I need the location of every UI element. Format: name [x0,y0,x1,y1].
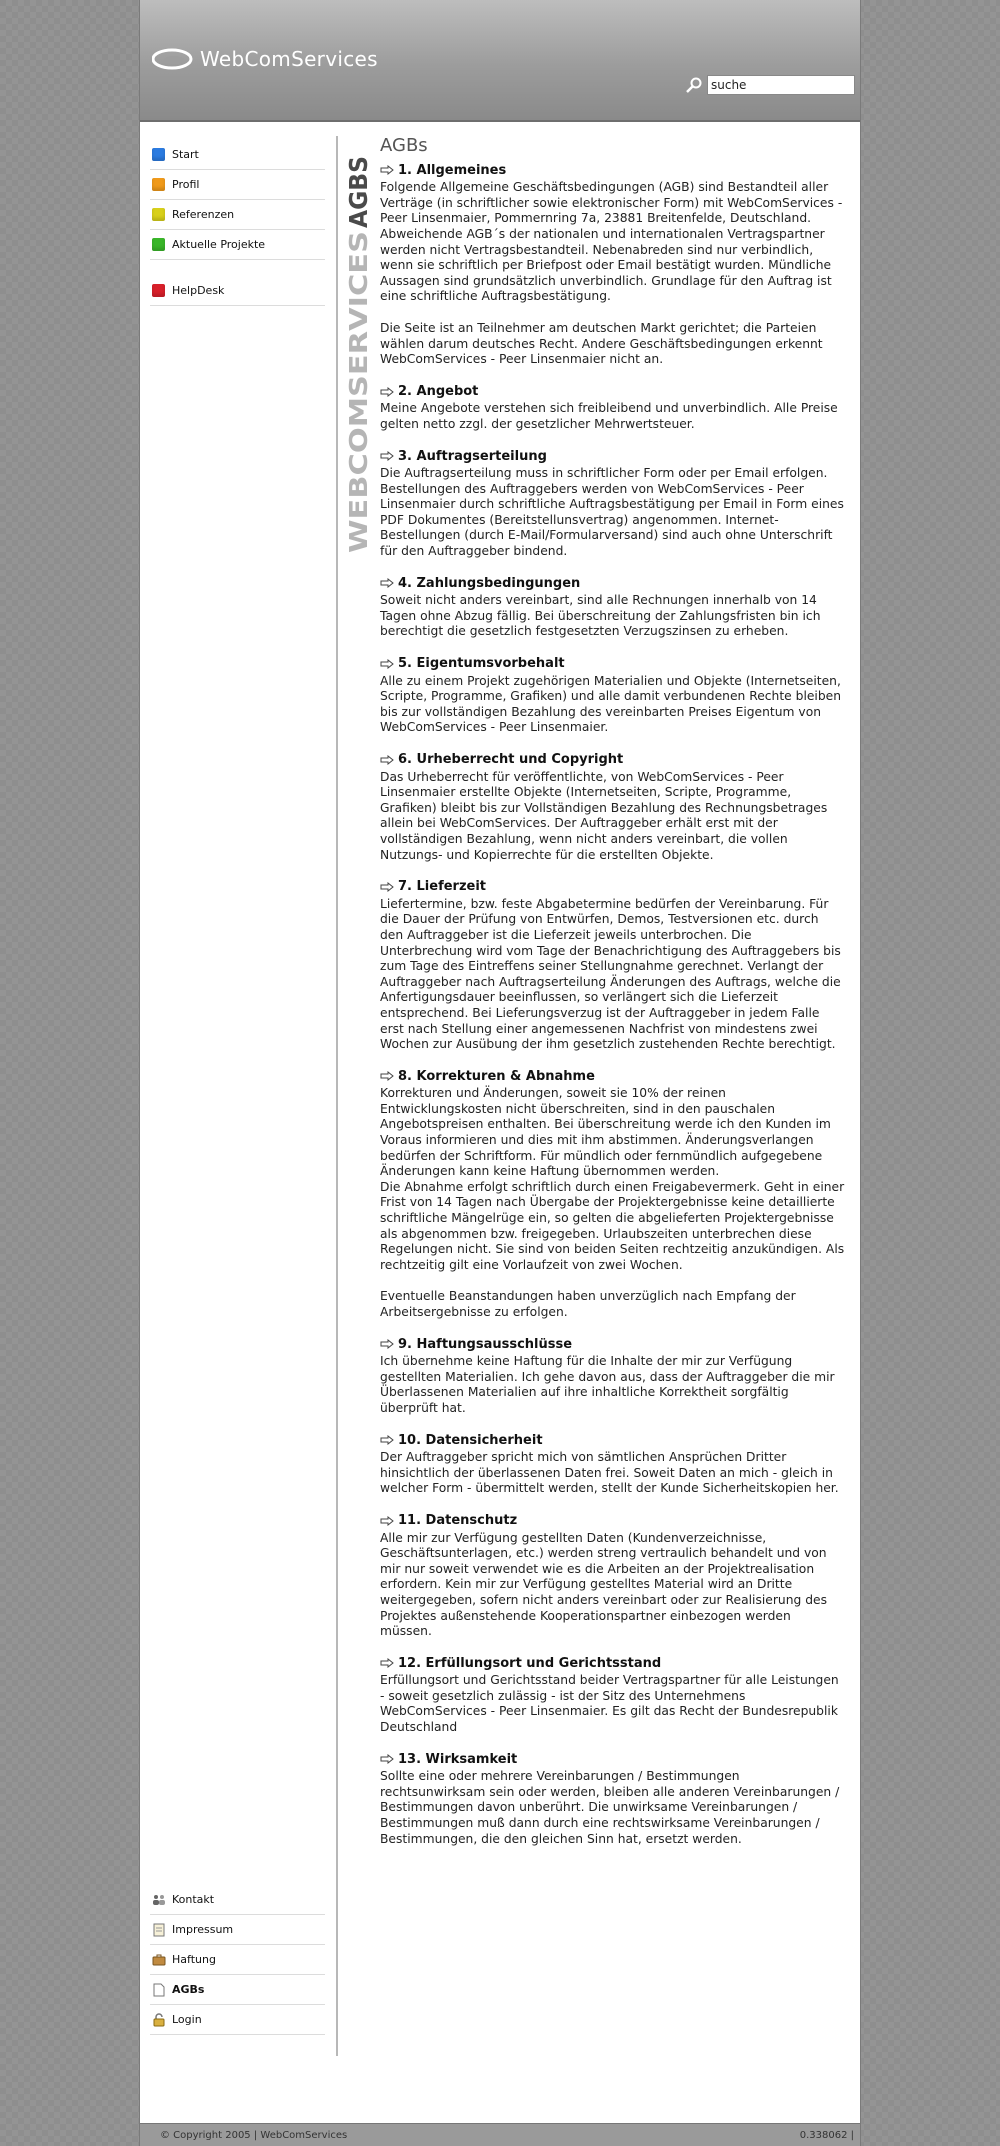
briefcase-icon [152,1953,166,1967]
sidebar-item-helpdesk[interactable] [150,276,325,306]
arrow-right-icon [380,387,394,397]
agb-section [380,384,845,433]
main-content [380,135,845,1863]
agb-section [380,449,845,560]
sidebar-item-referenzen[interactable] [150,200,325,230]
section-paragraph: Die Seite ist an Teilnehmer am deutschen Markt gerichtet; die Parteien wählen darum deutsches Recht. Andere Geschäftsbedingungen erkennt WebComServices - Peer Linsenmaier nicht an. [380,320,823,367]
lock-icon [152,2013,166,2027]
agb-section [380,879,845,1053]
vertical-label-page: AGBS [344,151,372,228]
sidebar-item-agbs[interactable] [150,1975,325,2005]
agb-section [380,1656,845,1736]
section-paragraph: Meine Angebote verstehen sich freibleibend und unverbindlich. Alle Preise gelten netto zzgl. der gesetzlicher Mehrwertsteuer. [380,401,838,431]
section-heading-text: 3. Auftragserteilung [398,448,547,464]
section-heading-text: 11. Datenschutz [398,1512,518,1528]
section-heading-text: 5. Eigentumsvorbehalt [398,656,565,672]
section-heading [380,1513,845,1529]
green-square-icon [152,238,165,251]
search-input[interactable] [707,75,855,95]
arrow-right-icon [380,165,394,175]
agb-section [380,1513,845,1640]
section-heading-text: 10. Datensicherheit [398,1432,543,1448]
section-heading-text: 6. Urheberrecht und Copyright [398,752,624,767]
section-heading [380,752,845,768]
blue-square-icon [152,148,165,161]
page-title: AGBs [380,135,428,156]
section-heading-text: 7. Lieferzeit [398,879,487,895]
arrow-right-icon [380,659,394,669]
footer [140,2123,860,2146]
arrow-right-icon [380,1339,394,1349]
section-paragraph: Soweit nicht anders vereinbart, sind alle Rechnungen innerhalb von 14 Tagen ohne Abzug fällig. Bei überschreitung der Zahlungsfristen bin ich berechtigt die gesetzlich festgesetzten Verzugszinsen zu erheben. [380,593,821,639]
sidebar-item-label: Start [172,148,199,161]
render-time: 0.338062 | [799,2129,854,2141]
section-heading [380,449,845,465]
sidebar-item-haftung[interactable] [150,1945,325,1975]
sidebar-item-label: AGBs [172,1983,205,1996]
yellow-square-icon [152,208,165,221]
section-heading [380,1337,845,1353]
section-heading-text: 2. Angebot [398,383,479,399]
section-paragraph: Das Urheberrecht für veröffentlichte, von WebComServices - Peer Linsenmaier erstellte Objekte (Internetseiten, Scripte, Programme, Grafiken) bleibt bis zur Vollständigen Bezahlung des Rechnungsbetrages allein bei WebComServices. Der Auftraggeber erhält erst mit der vollständigen Bezahlung, wenn nicht anders vereinbart, die vollen Nutzungs- und Kopierrechte für die erstellten Objekte. [380,769,828,862]
logo-swoosh-icon [152,47,194,71]
sidebar-item-label: Impressum [172,1923,234,1936]
agb-section [380,1069,845,1321]
document-icon [152,1923,166,1937]
arrow-right-icon [380,1435,394,1445]
agb-sections [380,163,845,1848]
section-heading-text: 1. Allgemeines [398,162,507,178]
section-heading-text: 8. Korrekturen & Abnahme [398,1068,595,1084]
section-heading [380,656,845,672]
sidebar-item-label: Aktuelle Projekte [172,238,266,251]
sidebar-item-label: Referenzen [172,208,235,221]
search-box [685,75,855,95]
section-heading [380,1069,845,1085]
sidebar-item-label: Haftung [172,1953,216,1966]
section-heading [380,576,845,592]
sidebar-item-kontakt[interactable] [150,1885,325,1915]
arrow-right-icon [380,578,394,588]
section-heading [380,1656,845,1672]
header [140,0,860,122]
section-paragraph: Liefertermine, bzw. feste Abgabetermine bedürfen der Vereinbarung. Für die Dauer der Prüfung von Entwürfen, Demos, Testversionen etc. durch den Auftraggeber ist die Lieferzeit jeweils unterbrochen. Die Unterbrechung wird vom Tage der Benachrichtigung des Auftraggebers bis zum Tage des Eintreffens seiner Stellungnahme gerechnet. Verlangt der Auftraggeber nach Auftragserteilung Änderungen des Auftrags, welche die Anfertigungsdauer beeinflussen, so verlängert sich die Lieferzeit entsprechend. Bei Lieferungsverzug ist der Auftraggeber in jedem Falle erst nach Stellung einer angemessenen Nachfrist von mindestens zwei Wochen zur Ausübung der ihm gesetzlich zustehenden Rechte berechtigt. [380,896,841,1052]
section-heading [380,879,845,895]
sidebar-secondary-nav [150,1885,325,2035]
vertical-label-brand: WEBCOMSERVICES [344,288,372,553]
sidebar-nav [150,140,325,306]
page-container [140,0,860,2145]
brand-name: WebComServices [200,47,378,71]
agb-section [380,752,845,863]
section-heading [380,384,845,400]
arrow-right-icon [380,1071,394,1081]
section-heading [380,1433,845,1449]
vertical-section-label [340,150,372,560]
section-paragraph: Sollte eine oder mehrere Vereinbarungen / Bestimmungen rechtsunwirksam sein oder werden, bleiben alle anderen Vereinbarungen / Bestimmungen davon unberührt. Die unwirksame Vereinbarungen / Bestimmungen muß dann durch eine rechtswirksame Vereinbarungen / Bestimmungen, die den gleichen Sinn hat, ersetzt werden. [380,1769,840,1846]
section-paragraph: Die Auftragserteilung muss in schriftlicher Form oder per Email erfolgen. Bestellungen des Auftraggebers werden von WebComServices - Peer Linsenmaier durch schriftliche Auftragsbestätigung per Email in Form eines PDF Dokumentes (Bereitstellunsvertrag) angenommen. Internet-Bestellungen (durch E-Mail/Formularversand) sind auch ohne Unterschrift für den Auftraggeber bindend. [380,466,844,559]
section-paragraph: Ich übernehme keine Haftung für die Inhalte der mir zur Verfügung gestellten Materialien. Ich gehe davon aus, dass der Auftraggeber die mir Überlassenen Materialien auf ihre inhaltliche Korrektheit sorgfältig überprüft hat. [380,1354,835,1415]
sidebar-item-login[interactable] [150,2005,325,2035]
section-heading-text: 12. Erfüllungsort und Gerichtsstand [398,1655,662,1671]
section-heading [380,1752,845,1768]
sidebar-item-start[interactable] [150,140,325,170]
section-heading-text: 4. Zahlungsbedingungen [398,575,581,591]
agb-section [380,576,845,640]
agb-section [380,1752,845,1848]
agb-section [380,1433,845,1497]
section-paragraph: Der Auftraggeber spricht mich von sämtlichen Ansprüchen Dritter hinsichtlich der überlassenen Daten frei. Soweit Daten an mich - gleich in welcher Form - übermittelt werden, stellt der Kunde Sicherheitskopien her. [380,1450,839,1496]
sidebar-item-label: HelpDesk [172,284,225,297]
arrow-right-icon [380,1754,394,1764]
orange-square-icon [152,178,165,191]
copyright-text: © Copyright 2005 | WebComServices [160,2129,348,2141]
search-icon[interactable] [685,76,703,94]
red-square-icon [152,284,165,297]
sidebar-item-label: Profil [172,178,200,191]
arrow-right-icon [380,755,394,765]
section-heading-text: 9. Haftungsausschlüsse [398,1336,573,1352]
agb-section [380,163,845,368]
section-paragraph: Eventuelle Beanstandungen haben unverzüglich nach Empfang der Arbeitsergebnisse zu erfolgen. [380,1289,796,1319]
sidebar-item-impressum[interactable] [150,1915,325,1945]
people-icon [152,1893,166,1907]
arrow-right-icon [380,882,394,892]
section-paragraph: Erfüllungsort und Gerichtsstand beider Vertragspartner für alle Leistungen - soweit gesetzlich zulässig - ist der Sitz des Unternehmens WebComServices - Peer Linsenmaier. Es gilt das Recht der Bundesrepublik Deutschland [380,1673,839,1735]
agb-section [380,656,845,736]
arrow-right-icon [380,1658,394,1668]
section-paragraph: Alle zu einem Projekt zugehörigen Materialien und Objekte (Internetseiten, Scripte, Programme, Grafiken) und alle damit verbundenen Rechte bleiben bis zur vollständigen Bezahlung des vereinbarten Preises Eigentum von WebComServices - Peer Linsenmaier. [380,673,842,735]
sidebar-item-label: Kontakt [172,1893,215,1906]
arrow-right-icon [380,1516,394,1526]
page-icon [152,1983,166,1997]
section-paragraph: Korrekturen und Änderungen, soweit sie 10% der reinen Entwicklungskosten nicht überschreiten, sind in den pauschalen Angebotspreisen enthalten. Bei überschreitung werde ich den Kunden im Voraus informieren und dies mit ihm abstimmen. Änderungsverlangen bedürfen der Schriftform. Für mündlich oder fernmündlich aufgegebene Änderungen kann keine Haftung übernommen werden. Die Abnahme erfolgt schriftlich durch einen Freigabevermerk. Geht in einer Frist von 14 Tagen nach Übergabe der Projektergebnisse keine detaillierte schriftliche Mängelrüge ein, so gelten die abgelieferten Projektergebnisse als abgenommen bzw. freigegeben. Urlaubszeiten unterbrechen diese Regelungen nicht. Sie sind von beiden Seiten rechtzeitig anzukündigen. Als rechtzeitig gilt eine Vorlaufzeit von zwei Wochen. [380,1086,845,1272]
agb-section [380,1337,845,1417]
logo[interactable] [152,44,378,74]
sidebar-item-aktuelle-projekte[interactable] [150,230,325,260]
section-heading [380,163,845,179]
arrow-right-icon [380,451,394,461]
vertical-divider [336,136,338,2056]
section-heading-text: 13. Wirksamkeit [398,1751,518,1767]
sidebar-item-profil[interactable] [150,170,325,200]
sidebar-item-label: Login [172,2013,202,2026]
section-paragraph: Folgende Allgemeine Geschäftsbedingungen (AGB) sind Bestandteil aller Verträge (in schriftlicher sowie elektronischer Form) mit WebComServices - Peer Linsenmaier, Pommernring 7a, 23881 Breitenfelde, Deutschland. Abweichende AGB´s der nationalen und internationalen Vertragspartner werden nicht Vertragsbestandteil. Nebenabreden sind nur verbindlich, wenn sie schriftlich per Briefpost oder Email bestätigt wurden. Mündliche Aussagen sind grundsätzlich unverbindlich. Grundlage für den Auftrag ist eine schriftliche Auftragsbestätigung. [380,180,843,304]
section-paragraph: Alle mir zur Verfügung gestellten Daten (Kundenverzeichnisse, Geschäftsunterlagen, etc.) werden streng vertraulich behandelt und von mir nur soweit verwendet wie es die Arbeiten an der Projektrealisation erfordern. Kein mir zur Verfügung gestelltes Material wird an Dritte weitergegeben, sofern nicht anders vereinbart oder zur Realisierung des Projektes außenstehende Kooperationspartner einbezogen werden müssen. [380,1530,827,1639]
